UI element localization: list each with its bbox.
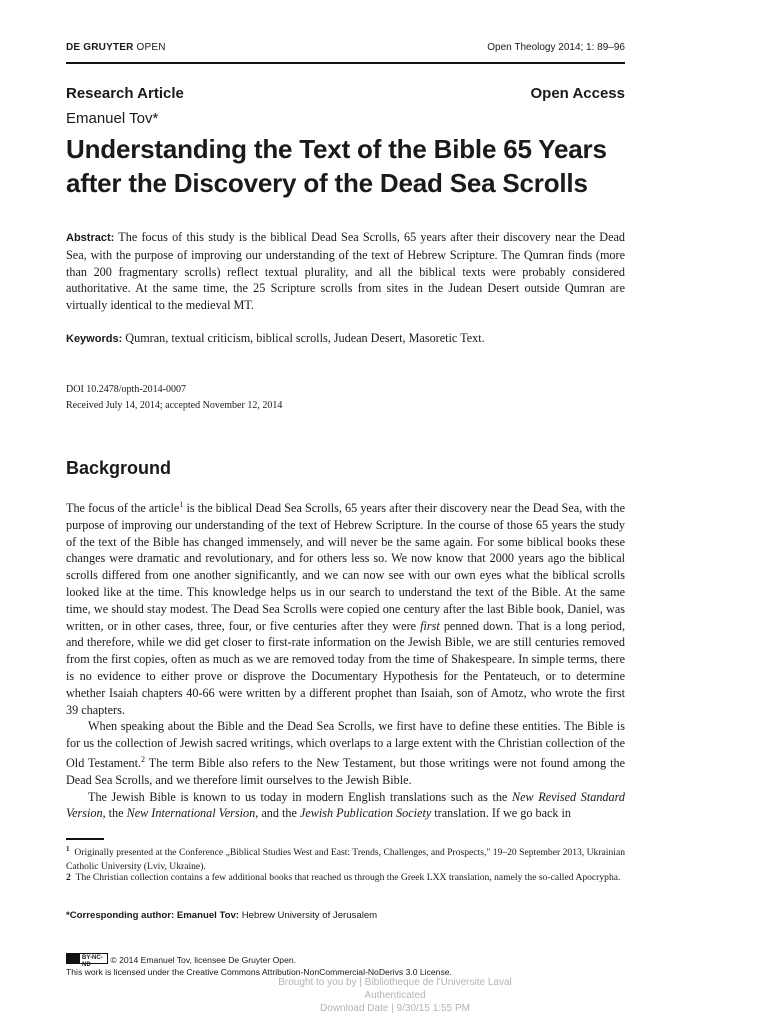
copyright-line: © 2014 Emanuel Tov, licensee De Gruyter Open. <box>108 955 297 965</box>
p3-emphasis-2: New International Version <box>126 806 256 821</box>
p3-text-c: , and the <box>255 806 300 821</box>
abstract-text: The focus of this study is the biblical Dead Sea Scrolls, 65 years after their discovery near the Dead Sea, with the purpose of improving our understanding of the text of Hebrew Scripture. The Qumran finds (more than 200 fragmentary scrolls) reflect textual plurality, and all the biblical texts were probably considered authoritative. At the same time, the 25 Scripture scrolls from sites in the Judean Desert outside Qumran are virtually identical to the medieval MT. <box>66 230 625 313</box>
corresponding-author-label: *Corresponding author: Emanuel Tov: <box>66 910 240 921</box>
doi-link[interactable]: DOI 10.2478/opth-2014-0007 <box>66 384 186 395</box>
abstract-label: Abstract: <box>66 232 115 244</box>
title-line-2: after the Discovery of the Dead Sea Scrolls <box>66 168 588 198</box>
paragraph-1 <box>66 497 625 718</box>
footnote-ref-1[interactable]: 1 <box>179 500 184 509</box>
p1-text-b: is the biblical Dead Sea Scrolls, 65 years after their discovery near the Dead Sea, with the purpose of improving our understanding of the text of Hebrew Scripture. In the course of those 65 years the study of the text of the Bible has changed immensely, and will never be the same again. For some biblical books these changes were dramatic and revolutionary, and for others less so. We now know that 2000 years ago the biblical scrolls differed from one another significantly, and we can now see with our own eyes what the biblical scrolls looked like at the time. This knowledge helps us in our search to understand the text of the Bible. At the same time, we should stay modest. The Dead Sea Scrolls were copied one century after the last Bible book, Daniel, was written, or in other cases, three, four, or five centuries after they were <box>66 501 625 633</box>
keywords <box>66 330 625 348</box>
p2-text-a: When speaking about the Bible and the Dead Sea Scrolls, we first have to define these entities. The Bible is for us the collection of Jewish sacred writings, which overlaps to a large extent with the Christian collection of the Old Testament. <box>66 719 625 771</box>
watermark-line-3: Download Date | 9/30/15 1:55 PM <box>320 1003 470 1014</box>
cc-license-icon[interactable] <box>66 953 108 968</box>
p3-text-d: translation. If we go back in <box>431 806 572 821</box>
cc-badge-text: BY-NC-ND <box>82 955 103 968</box>
publisher-suffix: OPEN <box>136 42 166 53</box>
title-line-1: Understanding the Text of the Bible 65 Years <box>66 134 607 164</box>
footnote-1-number: 1 <box>66 845 70 853</box>
footnote-2-number: 2 <box>66 872 71 883</box>
footnote-rule <box>66 838 104 840</box>
footnote-2-text: The Christian collection contains a few additional books that reached us through the Greek LXX translation, namely the so-called Apocrypha. <box>75 872 621 883</box>
license-line: This work is licensed under the Creative Commons Attribution-NonCommercial-NoDerivs 3.0 License. <box>66 967 452 977</box>
p3-emphasis-3: Jewish Publication Society <box>299 806 432 821</box>
watermark-line-1: Brought to you by | Bibliotheque de l'Universite Laval <box>278 977 512 988</box>
abstract <box>66 229 625 314</box>
article-meta <box>66 382 282 414</box>
p2-text-b: The term Bible also refers to the New Testament, but those writings were not found among the Dead Sea Scrolls, and we therefore limit ourselves to the Jewish Bible. <box>66 756 625 787</box>
p3-text-a: The Jewish Bible is known to us today in modern English translations such as the <box>88 789 512 804</box>
footnote-1-text: Originally presented at the Conference „Biblical Studies West and East: Trends, Challenges, and Prospects," 19–20 September 2013, Ukrainian Catholic University (Lviv, Ukraine). <box>66 847 625 873</box>
corresponding-author-affiliation: Hebrew University of Jerusalem <box>239 910 378 921</box>
paragraph-2 <box>66 718 625 788</box>
paragraph-3 <box>66 789 625 823</box>
license-block <box>66 953 452 978</box>
publisher-logo <box>66 42 166 53</box>
article-title <box>66 132 646 200</box>
p1-emphasis: first <box>420 618 440 633</box>
watermark-line-2: Authenticated <box>364 990 426 1001</box>
header-rule <box>66 62 625 64</box>
received-dates: Received July 14, 2014; accepted November 12, 2014 <box>66 400 283 411</box>
p1-text-c: penned down. That is a long period, and therefore, while we did get closer to first-rate information on the Jewish Bible, we are still centuries removed from the first copies, often as much as we are removed today from the time of Shakespeare. In simple terms, there is no evidence to either prove or disprove the Documentary Hypothesis for the Pentateuch, or to determine whether Isaiah chapters 40-66 were written by a different prophet than Isaiah, son of Amotz, who wrote the first 39 chapters. <box>66 618 626 717</box>
section-heading: Background <box>66 458 172 478</box>
journal-citation: Open Theology 2014; 1: 89–96 <box>487 42 625 53</box>
p3-text-b: , the <box>102 806 127 821</box>
author-name: Emanuel Tov* <box>66 110 159 127</box>
article-type: Research Article <box>66 85 184 102</box>
footnote-2 <box>66 871 625 885</box>
access-label: Open Access <box>530 85 625 102</box>
publisher-name: DE GRUYTER <box>66 42 134 53</box>
footnote-1 <box>66 842 625 874</box>
footnote-ref-2[interactable]: 2 <box>141 755 146 765</box>
p3-emphasis-1: New Revised Standard Version <box>66 789 625 821</box>
keywords-text: Qumran, textual criticism, biblical scrolls, Judean Desert, Masoretic Text. <box>122 331 485 345</box>
keywords-label: Keywords: <box>66 333 123 345</box>
download-watermark <box>230 976 560 1015</box>
body-text <box>66 497 625 822</box>
corresponding-author <box>66 910 377 921</box>
p1-text-a: The focus of the article <box>66 501 180 516</box>
